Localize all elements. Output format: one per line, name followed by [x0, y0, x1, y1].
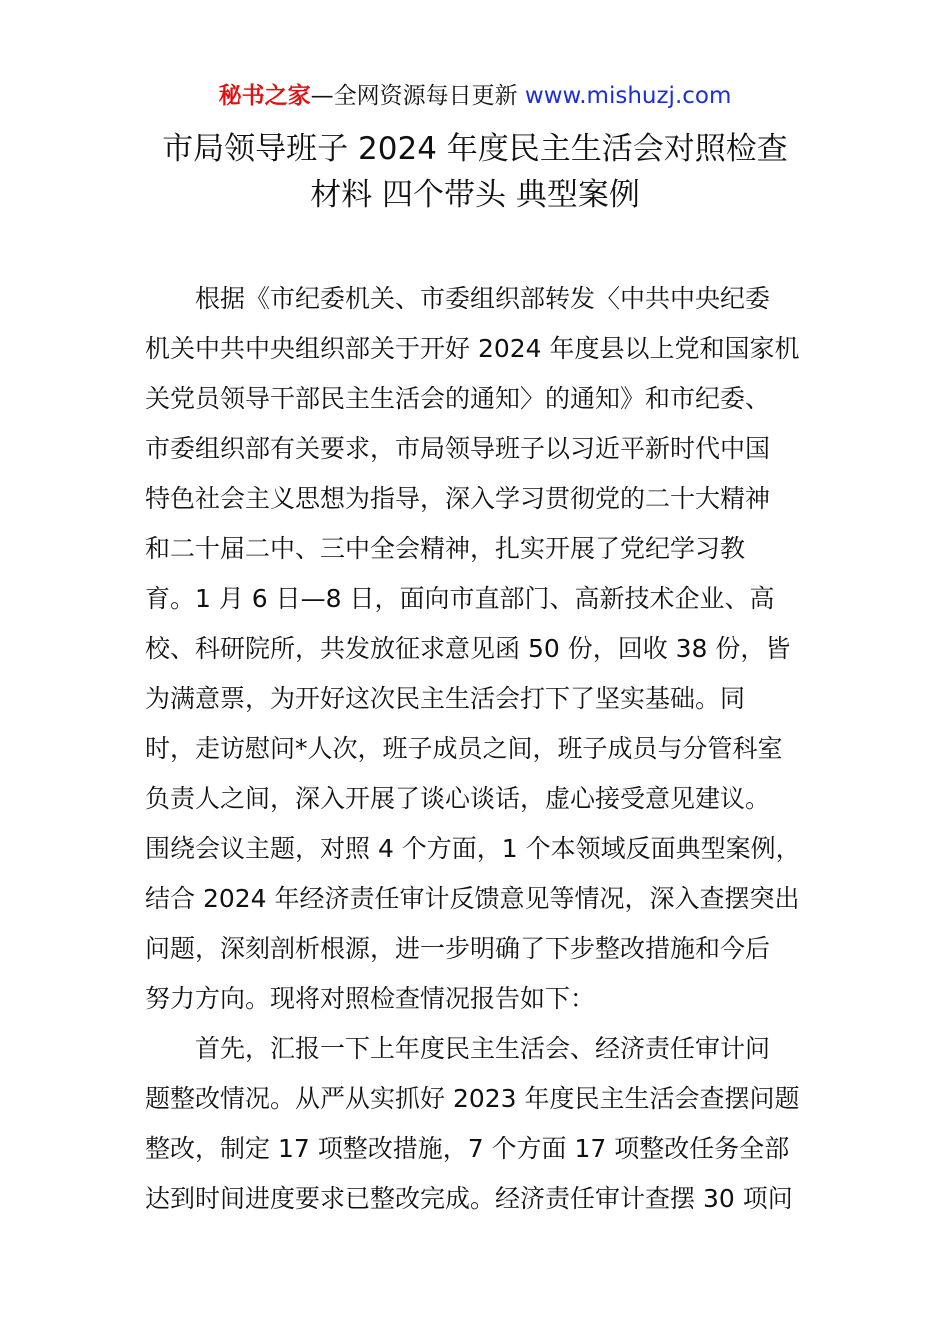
title-line-2: 材料 四个带头 典型案例: [310, 177, 640, 213]
paragraph-1-line: 努力方向。现将对照检查情况报告如下：: [145, 984, 596, 1013]
title-line-1: 市局领导班子 2024 年度民主生活会对照检查: [162, 131, 788, 167]
site-url-link[interactable]: www.mishuzj.com: [524, 83, 732, 109]
brand-name: 秘书之家: [218, 83, 311, 109]
paragraph-1-line: 时，走访慰问*人次，班子成员之间，班子成员与分管科室: [145, 734, 783, 763]
paragraph-1-line: 机关中共中央组织部关于开好 2024 年度县以上党和国家机: [145, 334, 800, 363]
paragraph-1-line: 市委组织部有关要求，市局领导班子以习近平新时代中国: [145, 434, 771, 463]
paragraph-1-line: 围绕会议主题，对照 4 个方面，1 个本领域反面典型案例，: [145, 834, 801, 863]
document-title: [0, 126, 950, 218]
site-header: [0, 80, 950, 112]
paragraph-1-line: 校、科研院所，共发放征求意见函 50 份，回收 38 份，皆: [145, 634, 791, 663]
header-tagline: —全网资源每日更新: [310, 83, 518, 109]
paragraph-1-line: 问题，深刻剖析根源，进一步明确了下步整改措施和今后: [145, 934, 771, 963]
paragraph-1-line: 结合 2024 年经济责任审计反馈意见等情况，深入查摆突出: [145, 884, 800, 913]
paragraph-1-line: 关党员领导干部民主生活会的通知〉的通知》和市纪委、: [145, 384, 771, 413]
paragraph-1-line: 特色社会主义思想为指导，深入学习贯彻党的二十大精神: [145, 484, 771, 513]
paragraph-2-line: 整改，制定 17 项整改措施，7 个方面 17 项整改任务全部: [145, 1134, 790, 1163]
document-body: [145, 274, 810, 1224]
paragraph-2-line: 题整改情况。从严从实抓好 2023 年度民主生活会查摆问题: [145, 1084, 800, 1113]
paragraph-1-line: 和二十届二中、三中全会精神，扎实开展了党纪学习教: [145, 534, 746, 563]
paragraph-2-line: 达到时间进度要求已整改完成。经济责任审计查摆 30 项问: [145, 1184, 793, 1213]
paragraph-1-line: 育。1 月 6 日—8 日，面向市直部门、高新技术企业、高: [145, 584, 775, 613]
paragraph-1-line: 为满意票，为开好这次民主生活会打下了坚实基础。同: [145, 684, 746, 713]
paragraph-2-line: 首先，汇报一下上年度民主生活会、经济责任审计问: [195, 1034, 771, 1063]
paragraph-1-line: 根据《市纪委机关、市委组织部转发〈中共中央纪委: [195, 284, 771, 313]
paragraph-1-line: 负责人之间，深入开展了谈心谈话，虚心接受意见建议。: [145, 784, 771, 813]
